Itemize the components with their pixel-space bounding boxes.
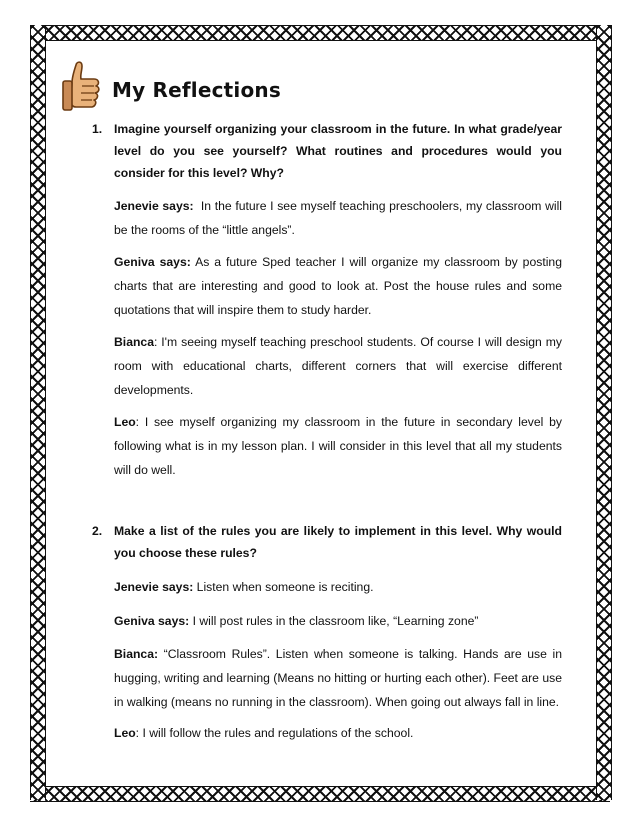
answer-author: Leo — [114, 415, 136, 429]
page-border-bottom — [30, 786, 610, 802]
answer-text: I will post rules in the classroom like, “Learning zone” — [189, 614, 479, 628]
answer-author: Geniva says: — [114, 614, 190, 628]
answer-author: Jenevie says: — [114, 199, 194, 213]
question-text: Make a list of the rules you are likely to implement in this level. Why would you choose these rules? — [114, 524, 562, 560]
page-border-left — [30, 25, 46, 800]
answer-jenevie-2 — [92, 576, 562, 598]
answer-text: Listen when someone is reciting. — [193, 580, 374, 594]
question-text: Imagine yourself organizing your classroom in the future. In what grade/year level do you see yourself? What routines and procedures would you consider for this level? Why? — [114, 122, 562, 180]
question-number: 1. — [92, 122, 103, 136]
answer-author: Jenevie says: — [114, 580, 194, 594]
answer-leo-1 — [92, 410, 562, 482]
answer-text: In the future I see myself teaching preschoolers, my classroom will be the rooms of the “little angels”. — [114, 199, 566, 237]
answer-text: : I will follow the rules and regulations of the school. — [135, 726, 414, 740]
answer-leo-2 — [92, 722, 562, 744]
answer-text: “Classroom Rules”. Listen when someone is talking. Hands are use in hugging, writing and learning (Means no hitting or hurting each other). Feet are use in walking (means no running in the classroom). When going out always fall in line. — [114, 647, 562, 709]
question-number: 2. — [92, 524, 103, 538]
thumbs-up-icon — [60, 57, 102, 117]
page-border-right — [596, 25, 612, 800]
answer-bianca-2 — [92, 642, 562, 714]
answer-bianca-1 — [92, 330, 562, 402]
answer-text: : I'm seeing myself teaching preschool students. Of course I will design my room with educational charts, different corners that will exercise different developments. — [114, 335, 562, 397]
answer-jenevie-1 — [92, 194, 566, 242]
page-border-top — [30, 25, 610, 41]
question-2 — [92, 520, 562, 564]
answer-author: Geniva says: — [114, 255, 191, 269]
answer-geniva-1 — [92, 250, 562, 322]
question-1 — [92, 118, 562, 184]
answer-text: : I see myself organizing my classroom in the future in secondary level by following what is in my lesson plan. I will consider in this level that all my students will do well. — [114, 415, 562, 477]
answer-geniva-2 — [92, 610, 562, 632]
page-title: My Reflections — [112, 78, 281, 102]
answer-author: Bianca — [114, 335, 154, 349]
answer-author: Leo — [114, 726, 136, 740]
answer-text: As a future Sped teacher I will organize my classroom by posting charts that are interesting and good to look at. Post the house rules and some quotations that will inspire them to study harder. — [114, 255, 562, 317]
reflection-content — [92, 118, 566, 744]
answer-author: Bianca: — [114, 647, 159, 661]
